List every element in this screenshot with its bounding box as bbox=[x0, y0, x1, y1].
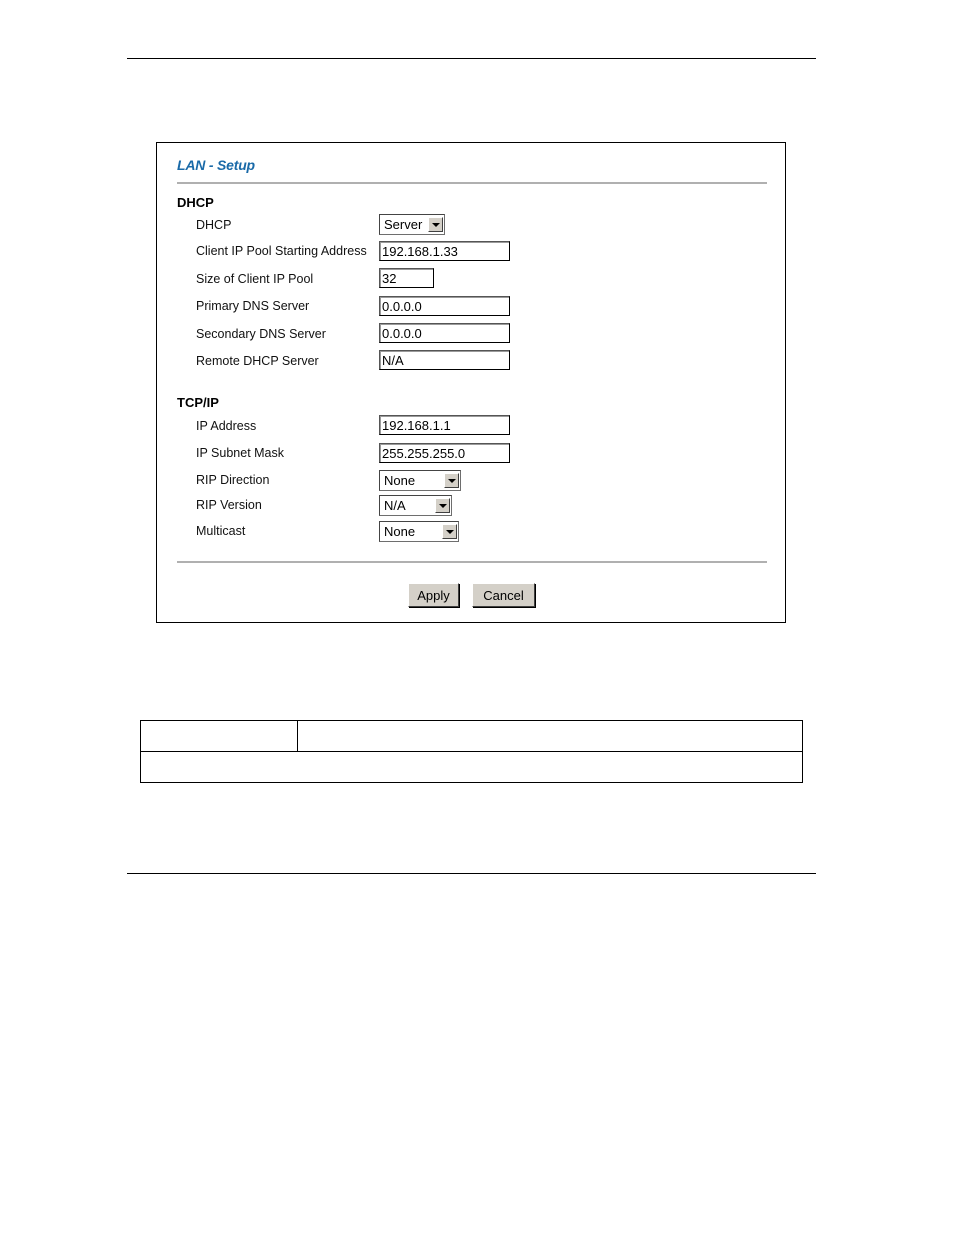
rip-version-label: RIP Version bbox=[196, 498, 262, 512]
title-divider bbox=[177, 182, 767, 184]
rip-version-select[interactable] bbox=[379, 495, 452, 516]
pool-size-label: Size of Client IP Pool bbox=[196, 272, 314, 286]
secondary-dns-label: Secondary DNS Server bbox=[196, 327, 326, 341]
apply-button[interactable]: Apply bbox=[408, 583, 459, 607]
chevron-down-icon[interactable] bbox=[428, 217, 443, 232]
dhcp-select[interactable] bbox=[379, 214, 445, 235]
cancel-button[interactable]: Cancel bbox=[472, 583, 535, 607]
table-cell bbox=[141, 752, 803, 783]
lan-setup-panel bbox=[156, 142, 786, 623]
dhcp-select-value: Server bbox=[384, 217, 423, 232]
ip-address-label: IP Address bbox=[196, 419, 257, 433]
chevron-down-icon[interactable] bbox=[435, 498, 450, 513]
rip-direction-label: RIP Direction bbox=[196, 473, 270, 487]
description-table bbox=[140, 720, 803, 783]
table-cell bbox=[141, 721, 298, 752]
page-header-rule bbox=[127, 58, 816, 59]
buttons-divider bbox=[177, 561, 767, 563]
multicast-value: None bbox=[384, 524, 416, 539]
ip-address-input[interactable] bbox=[379, 415, 510, 435]
dhcp-section-heading: DHCP bbox=[177, 195, 214, 210]
remote-dhcp-label: Remote DHCP Server bbox=[196, 354, 319, 368]
table-row bbox=[141, 752, 803, 783]
dhcp-label: DHCP bbox=[196, 218, 232, 232]
table-row bbox=[141, 721, 803, 752]
multicast-label: Multicast bbox=[196, 524, 246, 538]
tcpip-section-heading: TCP/IP bbox=[177, 395, 219, 410]
pool-size-input[interactable] bbox=[379, 268, 434, 288]
chevron-down-icon[interactable] bbox=[442, 524, 457, 539]
page-footer-rule bbox=[127, 873, 816, 874]
pool-start-label: Client IP Pool Starting Address bbox=[196, 244, 367, 258]
secondary-dns-input[interactable] bbox=[379, 323, 510, 343]
multicast-select[interactable] bbox=[379, 521, 459, 542]
chevron-down-icon[interactable] bbox=[444, 473, 459, 488]
remote-dhcp-input[interactable] bbox=[379, 350, 510, 370]
primary-dns-label: Primary DNS Server bbox=[196, 299, 310, 313]
table-cell bbox=[298, 721, 803, 752]
rip-direction-select[interactable] bbox=[379, 470, 461, 491]
pool-start-input[interactable] bbox=[379, 241, 510, 261]
subnet-mask-label: IP Subnet Mask bbox=[196, 446, 285, 460]
panel-title: LAN - Setup bbox=[177, 157, 255, 173]
subnet-mask-input[interactable] bbox=[379, 443, 510, 463]
rip-version-value: N/A bbox=[384, 498, 406, 513]
rip-direction-value: None bbox=[384, 473, 416, 488]
primary-dns-input[interactable] bbox=[379, 296, 510, 316]
